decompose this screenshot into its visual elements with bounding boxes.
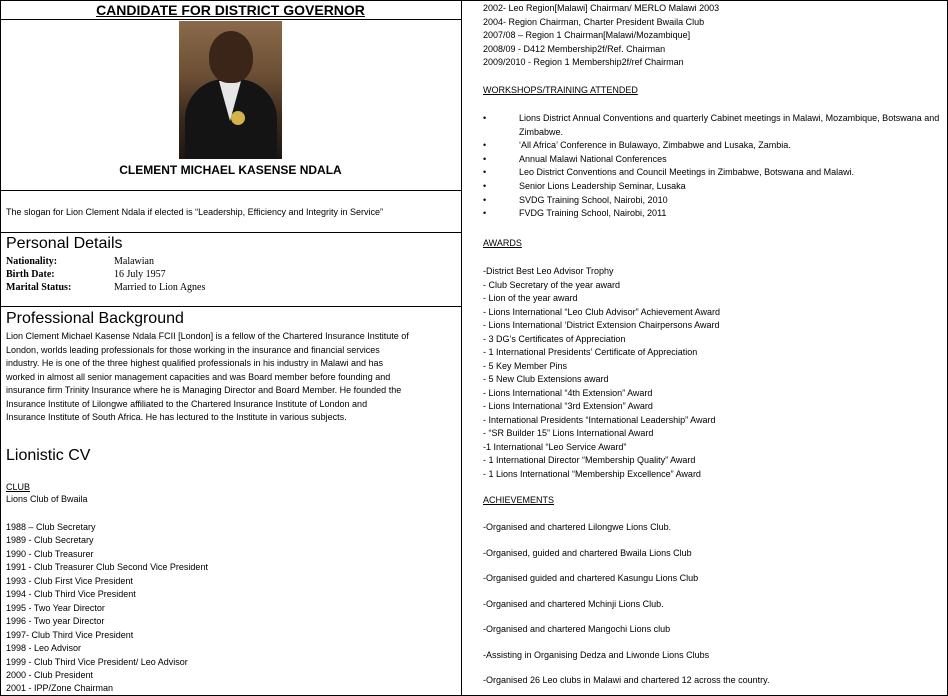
- list-item: -Organised and chartered Mchinji Lions Club.: [483, 599, 664, 609]
- text-line: Lion Clement Michael Kasense Ndala FCII [London] is a fellow of the Chartered Insurance Institute of: [6, 331, 409, 341]
- divider: [0, 19, 461, 20]
- list-item: 1999 - Club Third Vice President/ Leo Advisor: [6, 656, 188, 667]
- list-item: -Organised and chartered Mangochi Lions club: [483, 624, 671, 634]
- birth-date-row: [6, 269, 166, 280]
- bullet-icon: •: [483, 208, 487, 219]
- list-item: 1988 – Club Secretary: [6, 522, 96, 532]
- marital-status-row: [6, 282, 205, 293]
- text-line: worked in almost all senior management capacities and was Board member before founding and: [6, 371, 391, 382]
- list-item: - Lion of the year award: [483, 293, 578, 303]
- list-item: 1995 - Two Year Director: [6, 602, 105, 613]
- awards-list: [483, 265, 720, 481]
- text-line: industry. He is one of the three highest qualified professionals in his industry in Malawi and has: [6, 358, 384, 368]
- list-item: 2001 - IPP/Zone Chairman: [6, 683, 114, 694]
- list-item: -Organised 26 Leo clubs in Malawi and chartered 12 across the country.: [483, 675, 770, 685]
- list-item: 1991 - Club Treasurer Club Second Vice President: [6, 562, 208, 573]
- list-item: -Organised guided and chartered Kasungu Lions Club: [483, 573, 699, 583]
- text-line: Insurance Institute of Lilongwe affiliated to the Chartered Insurance Institute of London and: [6, 398, 368, 409]
- list-item: 1996 - Two year Director: [6, 616, 105, 627]
- positions-list: [483, 2, 719, 70]
- row-label: Nationality:: [6, 256, 58, 267]
- list-item: -Organised and chartered Lilongwe Lions Club.: [483, 522, 672, 532]
- list-item: -District Best Leo Advisor Trophy: [483, 266, 614, 276]
- club-label: CLUB: [6, 482, 31, 492]
- list-item: -Organised, guided and chartered Bwaila Lions Club: [483, 548, 692, 558]
- list-item: - Lions International ‘District Extension Chairpersons Award: [483, 320, 720, 330]
- list-item: - 3 DG’s Certificates of Appreciation: [483, 333, 626, 344]
- list-item: - 1 International Director “Membership Quality” Award: [483, 455, 696, 465]
- list-item: • ‘All Africa’ Conference in Bulawayo, Zimbabwe and Lusaka, Zambia.: [483, 139, 948, 153]
- list-item: • FVDG Training School, Nairobi, 2011: [483, 207, 948, 221]
- list-item: 1994 - Club Third Vice President: [6, 589, 136, 600]
- bullet-icon: •: [483, 113, 487, 123]
- candidate-name: CLEMENT MICHAEL KASENSE NDALA: [119, 163, 342, 177]
- list-item: - Lions International “4th Extension” Award: [483, 387, 653, 398]
- list-item: - Lions International “Leo Club Advisor” Achievement Award: [483, 306, 720, 317]
- club-history-list: [6, 521, 208, 696]
- text-line: Insurance Institute of South Africa. He has lectured to the Institute in various subjects.: [6, 412, 347, 422]
- list-item: - 5 New Club Extensions award: [483, 374, 609, 384]
- candidate-photo: [179, 21, 282, 159]
- professional-background-text: [6, 330, 456, 425]
- professional-background-heading: Professional Background: [6, 310, 184, 327]
- list-item: 2004- Region Chairman, Charter President Bwaila Club: [483, 16, 705, 27]
- club-name: Lions Club of Bwaila: [6, 494, 88, 504]
- list-item: 2009/2010 - Region 1 Membership2f/ref Chairman: [483, 57, 684, 67]
- workshops-list: [483, 112, 948, 221]
- list-item: • Senior Lions Leadership Seminar, Lusaka: [483, 180, 948, 194]
- workshops-heading: WORKSHOPS/TRAINING ATTENDED: [483, 85, 638, 95]
- list-item: 2002- Leo Region[Malawi] Chairman/ MERLO Malawi 2003: [483, 3, 720, 13]
- bullet-icon: •: [483, 140, 487, 151]
- right-column: [462, 0, 948, 696]
- left-column: [0, 0, 461, 696]
- list-item: - 1 International Presidents’ Certificate of Appreciation: [483, 347, 698, 357]
- list-item: 2000 - Club President: [6, 669, 94, 680]
- achievements-heading: ACHIEVEMENTS: [483, 495, 555, 505]
- row-label: Marital Status:: [6, 282, 72, 293]
- row-label: Birth Date:: [6, 269, 55, 280]
- row-value: Married to Lion Agnes: [114, 282, 206, 293]
- text-line: London, worlds leading professionals for those working in the insurance and financial services: [6, 344, 380, 355]
- list-item: -1 International “Leo Service Award”: [483, 441, 627, 452]
- bullet-icon: •: [483, 153, 487, 164]
- list-item: • Annual Malawi National Conferences: [483, 153, 948, 167]
- list-item: 1998 - Leo Advisor: [6, 643, 82, 654]
- bullet-icon: •: [483, 180, 487, 191]
- list-item: - 5 Key Member Pins: [483, 360, 568, 371]
- personal-details-heading: Personal Details: [6, 235, 123, 252]
- row-value: 16 July 1957: [114, 269, 166, 280]
- slogan-text: The slogan for Lion Clement Ndala if elected is “Leadership, Efficiency and Integrity in Service”: [6, 207, 384, 217]
- list-item: 2007/08 – Region 1 Chairman[Malawi/Mozambique]: [483, 30, 691, 40]
- awards-heading: AWARDS: [483, 238, 522, 248]
- list-item: 1997- Club Third Vice President: [6, 629, 134, 640]
- row-value: Malawian: [114, 256, 154, 267]
- list-item: • Leo District Conventions and Council Meetings in Zimbabwe, Botswana and Malawi.: [483, 166, 948, 180]
- text-line: insurance firm Trinity Insurance where he is Managing Director and Board Member. He founded the: [6, 385, 402, 395]
- list-item: -Assisting in Organising Dedza and Liwonde Lions Clubs: [483, 650, 710, 660]
- nationality-row: [6, 256, 154, 267]
- bullet-icon: •: [483, 194, 487, 205]
- list-item: - Club Secretary of the year award: [483, 279, 621, 290]
- list-item: - 1 Lions International “Membership Excellence” Award: [483, 468, 701, 479]
- list-item: - Lions International “3rd Extension” Award: [483, 401, 653, 411]
- page-title: CANDIDATE FOR DISTRICT GOVERNOR: [96, 2, 365, 18]
- list-item: 1993 - Club First Vice President: [6, 575, 133, 586]
- divider: [0, 306, 461, 307]
- bullet-icon: •: [483, 167, 487, 178]
- list-item: 1990 - Club Treasurer: [6, 548, 94, 559]
- divider: [0, 232, 461, 233]
- list-item: • SVDG Training School, Nairobi, 2010: [483, 194, 948, 208]
- list-item: 2008/09 - D412 Membership2f/Ref. Chairman: [483, 43, 666, 54]
- lionistic-cv-heading: Lionistic CV: [6, 447, 91, 464]
- list-item: - “SR Builder 15” Lions International Award: [483, 428, 654, 438]
- list-item: 1989 - Club Secretary: [6, 535, 94, 546]
- list-item: - International Presidents “International Leadership” Award: [483, 414, 716, 425]
- list-item: • Lions District Annual Conventions and quarterly Cabinet meetings in Malawi, Mozambique, Botswana and Zimbabwe.: [483, 113, 940, 137]
- divider: [0, 190, 461, 191]
